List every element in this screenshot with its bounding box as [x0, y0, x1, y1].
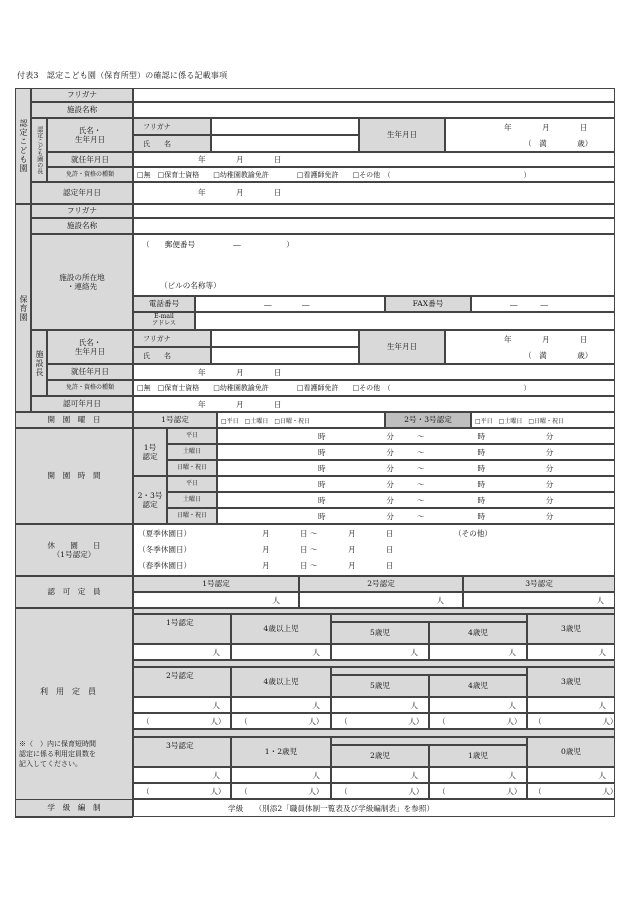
usage-block1-subband	[331, 614, 527, 622]
holidays-input[interactable]: （夏季休園日） 月 日 〜 月 日 （その他） （冬季休園日） 月 日 〜 月 日 （春季休園日） 月 日 〜 月 日	[133, 524, 615, 576]
usage-age4-header: 4歳児	[429, 622, 527, 644]
usage-cert1-age4-input[interactable]: 人	[429, 644, 527, 660]
usage-cert1-age3-input[interactable]: 人	[527, 644, 615, 660]
nursery-email-input[interactable]	[195, 312, 615, 330]
nursery-name-label: 施設名称	[31, 218, 133, 234]
nursery-head-label: 施設長	[31, 330, 47, 396]
facility-head-label: 認定こども園の長	[31, 118, 47, 182]
nursery-appointed-input[interactable]: 年 月 日	[133, 364, 615, 380]
usage-age2-header: 2歳児	[331, 745, 429, 767]
nursery-birth-input[interactable]: 年 月 日 （ 満 歳）	[445, 330, 615, 364]
facility-appointed-input[interactable]: 年 月 日	[133, 152, 615, 167]
usage-cert2-age4plus-short-input[interactable]: （ 人）	[231, 713, 331, 729]
nursery-appointed-label: 就任年月日	[47, 364, 133, 380]
usage-cert2-age4plus-input[interactable]: 人	[231, 697, 331, 713]
classes-label: 学 級 編 制	[15, 799, 133, 817]
usage-cert3-age12-input[interactable]: 人	[231, 767, 331, 783]
nursery-permitted-input[interactable]: 年 月 日	[133, 396, 615, 412]
usage-cert2-age4-short-input[interactable]: （ 人）	[429, 713, 527, 729]
nursery-permitted-label: 認可年月日	[31, 396, 133, 412]
usage-age3-header: 3歳児	[527, 614, 615, 644]
usage-age1-header: 1歳児	[429, 745, 527, 767]
hours-c23-saturday-input[interactable]: 時 分 〜 時 分	[217, 492, 615, 508]
nursery-furigana-input[interactable]	[133, 204, 615, 218]
capacity-cert1-input[interactable]: 人	[133, 592, 299, 608]
usage-cert3-age12-short-input[interactable]: （ 人）	[231, 783, 331, 799]
document-title: 付表3 認定こども園（保育所型）の確認に係る記載事項	[17, 71, 228, 80]
usage-cert2-age5-short-input[interactable]: （ 人）	[331, 713, 429, 729]
usage-age12-header: 1・2歳児	[231, 737, 331, 767]
hours-c1-holiday-input[interactable]: 時 分 〜 時 分	[217, 460, 615, 476]
nursery-section-label: 保育園	[15, 204, 31, 412]
usage-cert2-age3-input[interactable]: 人	[527, 697, 615, 713]
nursery-birth-label: 生年月日	[359, 330, 445, 364]
usage-cert2-age5-header: 5歳児	[331, 675, 429, 697]
capacity-cert3-input[interactable]: 人	[463, 592, 615, 608]
usage-cert1-label-cell: 1号認定	[133, 614, 231, 644]
nursery-person-name-input[interactable]	[211, 347, 359, 364]
hours-c23-holiday-label: 日曜・祝日	[167, 508, 217, 524]
nursery-phone-label: 電話番号	[133, 296, 195, 312]
open-days-cert23-options[interactable]: □平日 □土曜日 □日曜・祝日	[471, 412, 615, 428]
usage-block2-subband	[331, 667, 527, 675]
usage-cert1-total-input[interactable]: 人	[133, 644, 231, 660]
capacity-cert2-header: 2号認定	[299, 576, 463, 592]
facility-section-label: 認定こども園	[15, 88, 31, 204]
facility-name-input[interactable]	[133, 102, 615, 118]
usage-label: 利 用 定 員	[40, 687, 96, 696]
facility-certified-input[interactable]: 年 月 日	[133, 182, 615, 204]
facility-furigana-label: フリガナ	[31, 88, 133, 102]
usage-cert2-age4plus-header: 4歳以上児	[231, 667, 331, 697]
hours-c1-holiday-label: 日曜・祝日	[167, 460, 217, 476]
usage-cert3-age2-input[interactable]: 人	[331, 767, 429, 783]
usage-age5-header: 5歳児	[331, 622, 429, 644]
hours-c23-holiday-input[interactable]: 時 分 〜 時 分	[217, 508, 615, 524]
hours-c1-weekday-label: 平日	[167, 428, 217, 444]
facility-person-name-label: 氏 名	[133, 135, 211, 152]
usage-cert3-age0-input[interactable]: 人	[527, 767, 615, 783]
usage-cert3-age2-short-input[interactable]: （ 人）	[331, 783, 429, 799]
nursery-license-label: 免許・資格の種類	[47, 380, 133, 396]
usage-cert1-age4plus-input[interactable]: 人	[231, 644, 331, 660]
open-hours-cert1-label: 1号 認定	[133, 428, 167, 476]
nursery-person-name-label: 氏 名	[133, 347, 211, 364]
usage-cert2-total-input[interactable]: 人	[133, 697, 231, 713]
facility-license-options[interactable]: □無 □保育士資格 □幼稚園教諭免許 □看護師免許 □その他 （ ）	[133, 167, 615, 182]
usage-note: ※（ ）内に保育短時間 認定に係る利用定員数を 記入してください。	[19, 740, 96, 769]
open-days-cert1-options[interactable]: □平日 □土曜日 □日曜・祝日	[217, 412, 385, 428]
nursery-furigana-label: フリガナ	[31, 204, 133, 218]
usage-block3-subband	[331, 737, 527, 745]
hours-c1-saturday-input[interactable]: 時 分 〜 時 分	[217, 444, 615, 460]
facility-furigana-input[interactable]	[133, 88, 615, 102]
holidays-label: 休 園 日 （1号認定）	[15, 524, 133, 576]
nursery-phone-input[interactable]: ― ―	[195, 296, 385, 312]
usage-cert3-total-input[interactable]: 人	[133, 767, 231, 783]
facility-certified-label: 認定年月日	[31, 182, 133, 204]
nursery-name-input[interactable]	[133, 218, 615, 234]
usage-cert2-age3-short-input[interactable]: （ 人）	[527, 713, 615, 729]
usage-age4plus-header: 4歳以上児	[231, 614, 331, 644]
usage-cert3-age1-input[interactable]: 人	[429, 767, 527, 783]
classes-input[interactable]: 学級 （別添2「職員体制一覧表及び学級編制表」を参照）	[133, 799, 615, 817]
open-days-cert23-label: 2号・3号認定	[385, 412, 471, 428]
nursery-person-furigana-label: フリガナ	[133, 330, 211, 347]
nursery-fax-label: FAX番号	[385, 296, 471, 312]
nursery-person-furigana-input[interactable]	[211, 330, 359, 347]
open-days-cert1-label: 1号認定	[133, 412, 217, 428]
facility-name-label: 施設名称	[31, 102, 133, 118]
hours-c23-weekday-label: 平日	[167, 476, 217, 492]
open-hours-label: 開 園 時 間	[15, 428, 133, 524]
usage-cert2-age5-input[interactable]: 人	[331, 697, 429, 713]
usage-cert2-age3-header: 3歳児	[527, 667, 615, 697]
open-hours-cert23-label: 2・3号 認定	[133, 476, 167, 524]
usage-age0-header: 0歳児	[527, 737, 615, 767]
nursery-email-label: E-mail アドレス	[133, 312, 195, 330]
facility-person-label: 氏名・ 生年月日	[47, 118, 133, 152]
facility-person-furigana-input[interactable]	[211, 118, 359, 135]
usage-block3-band	[133, 729, 615, 737]
open-days-label: 開 園 曜 日	[15, 412, 133, 428]
form-table	[15, 88, 618, 817]
usage-cert2-label-cell: 2号認定	[133, 667, 231, 697]
capacity-cert3-header: 3号認定	[463, 576, 615, 592]
hours-c1-saturday-label: 土曜日	[167, 444, 217, 460]
usage-cert2-total-short-input[interactable]: （ 人）	[133, 713, 231, 729]
usage-cert2-age4-header: 4歳児	[429, 675, 527, 697]
nursery-person-label: 氏名・ 生年月日	[47, 330, 133, 364]
usage-cert3-age1-short-input[interactable]: （ 人）	[429, 783, 527, 799]
usage-cert3-age0-short-input[interactable]: （ 人）	[527, 783, 615, 799]
capacity-cert1-header: 1号認定	[133, 576, 299, 592]
nursery-license-options[interactable]: □無 □保育士資格 □幼稚園教諭免許 □看護師免許 □その他 （ ）	[133, 380, 615, 396]
usage-cert2-age4-input[interactable]: 人	[429, 697, 527, 713]
nursery-address-input[interactable]: （ 郵便番号 ― ） （ビルの名称等）	[133, 234, 615, 296]
facility-person-furigana-label: フリガナ	[133, 118, 211, 135]
facility-birth-label: 生年月日	[359, 118, 445, 152]
hours-c23-weekday-input[interactable]: 時 分 〜 時 分	[217, 476, 615, 492]
usage-block2-band	[133, 660, 615, 667]
hours-c23-saturday-label: 土曜日	[167, 492, 217, 508]
nursery-address-label: 施設の所在地 ・連絡先	[31, 234, 133, 330]
capacity-label: 認 可 定 員	[15, 576, 133, 608]
facility-person-name-input[interactable]	[211, 135, 359, 152]
usage-cert3-total-short-input[interactable]: （ 人）	[133, 783, 231, 799]
facility-license-label: 免許・資格の種類	[47, 167, 133, 182]
capacity-cert2-input[interactable]: 人	[299, 592, 463, 608]
usage-cert3-label-cell: 3号認定	[133, 737, 231, 767]
facility-appointed-label: 就任年月日	[47, 152, 133, 167]
facility-birth-input[interactable]: 年 月 日 （ 満 歳）	[445, 118, 615, 152]
nursery-fax-input[interactable]: ― ―	[471, 296, 615, 312]
hours-c1-weekday-input[interactable]: 時 分 〜 時 分	[217, 428, 615, 444]
usage-cert1-age5-input[interactable]: 人	[331, 644, 429, 660]
usage-label-cell	[15, 608, 133, 818]
